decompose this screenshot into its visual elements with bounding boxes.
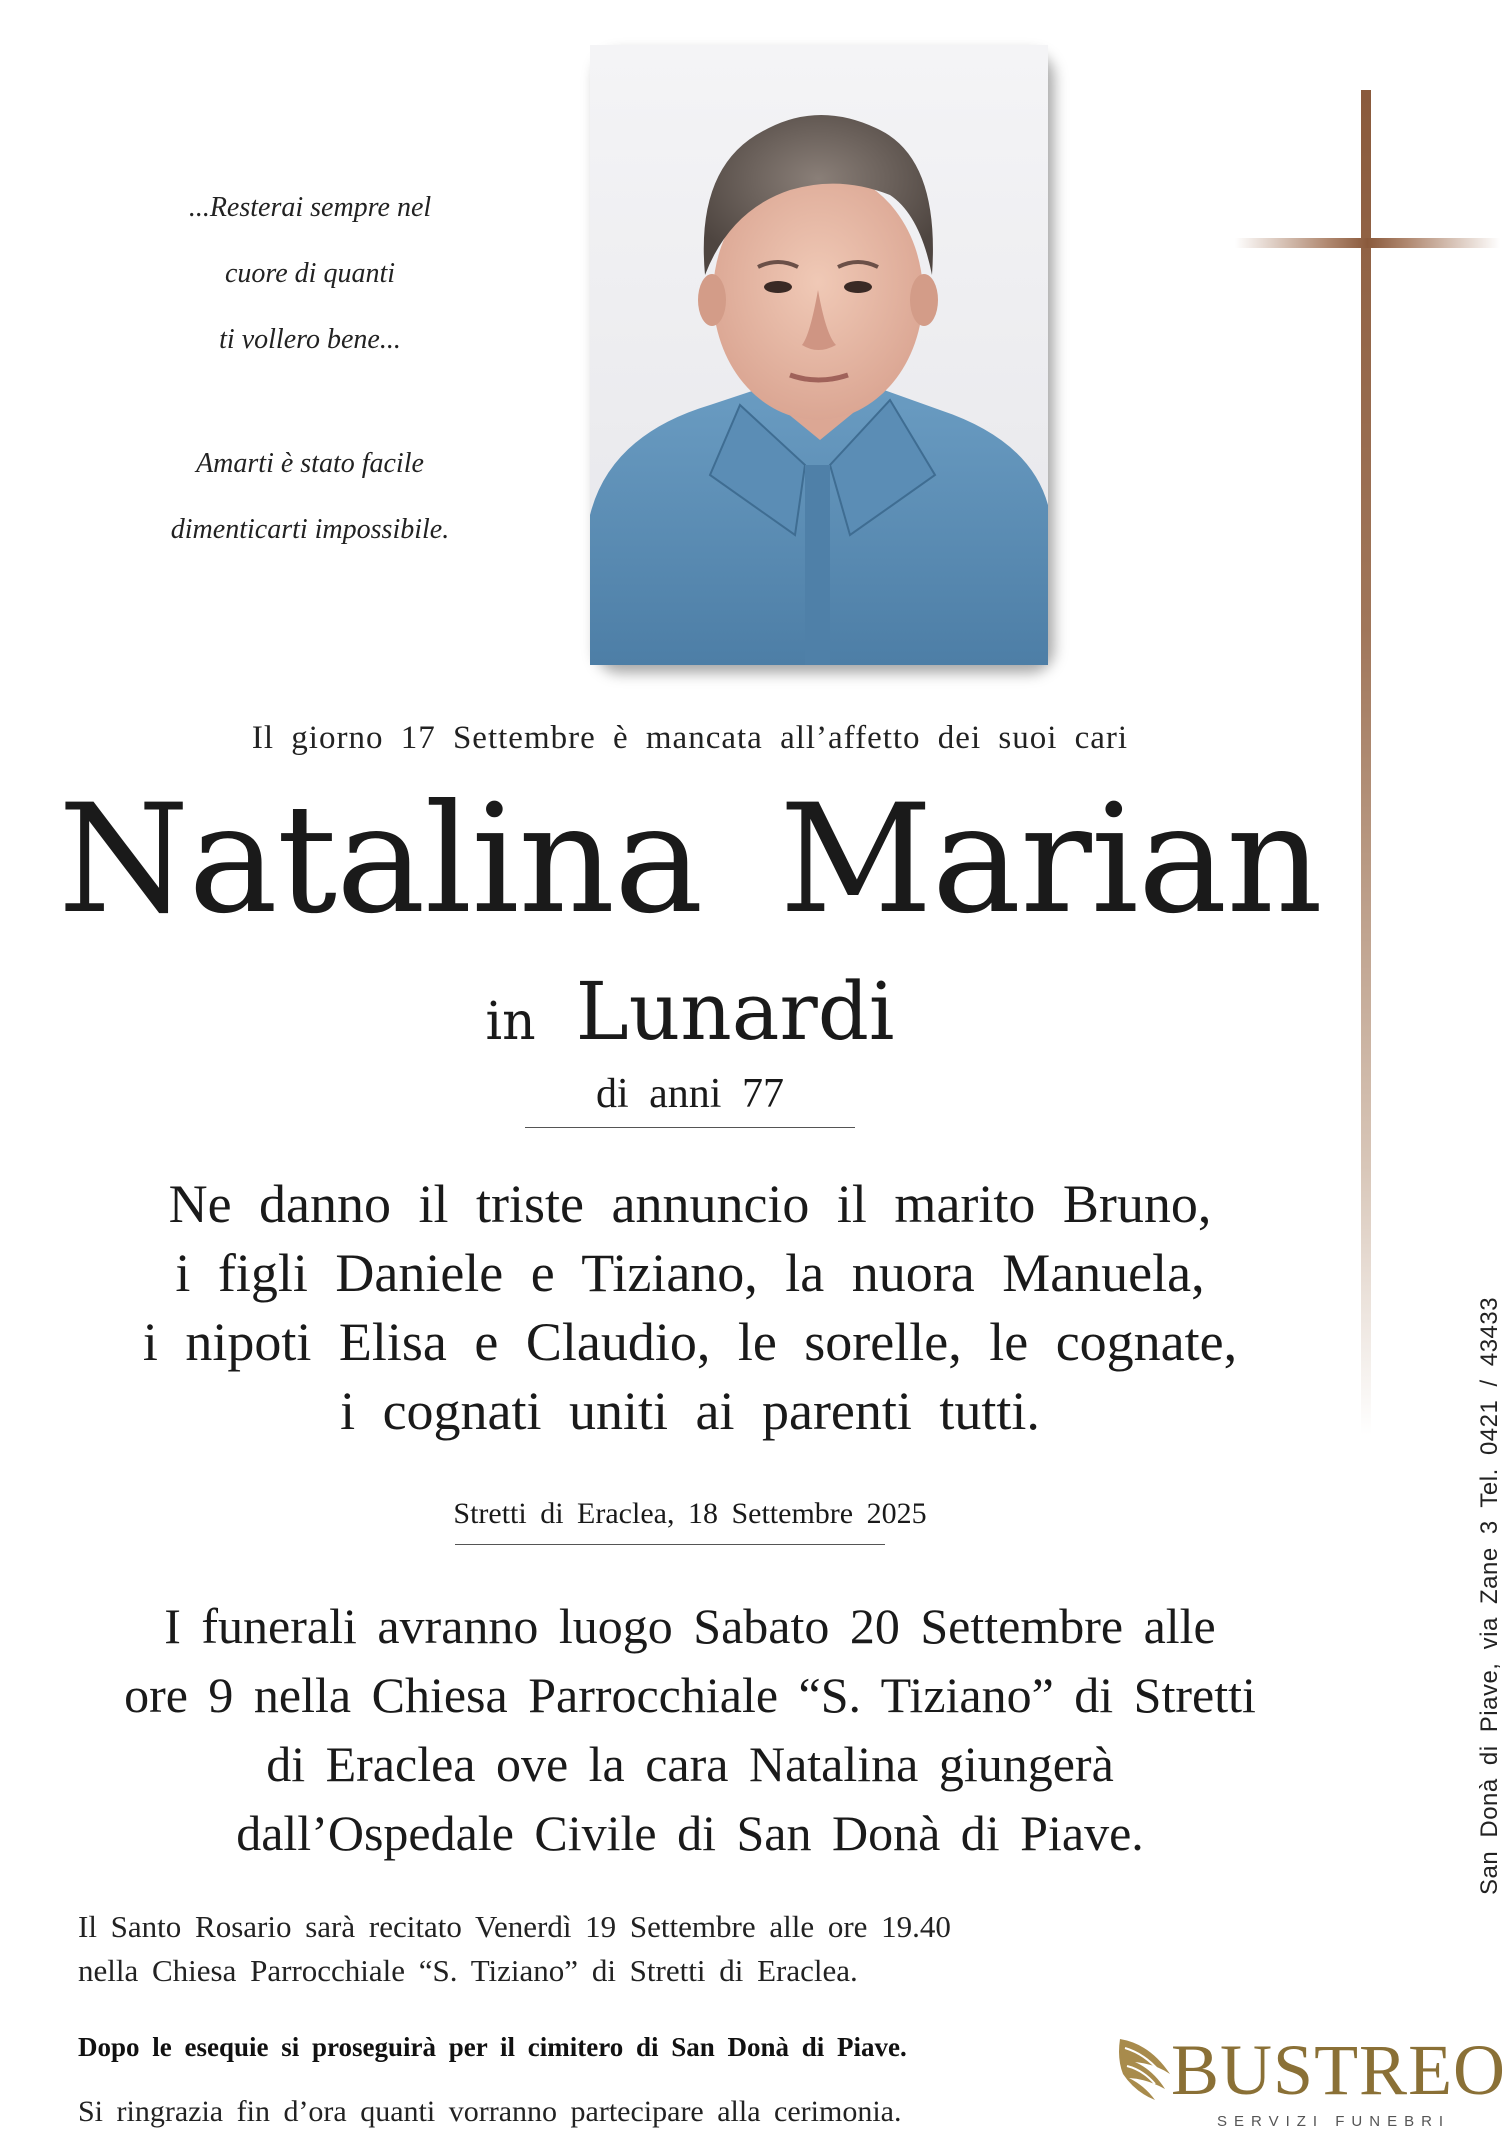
announcement xyxy=(40,1170,1340,1446)
poem-line: ...Resterai sempre nel xyxy=(188,192,432,223)
funeral-line: di Eraclea ove la cara Natalina giungerà xyxy=(266,1736,1114,1792)
memorial-poem xyxy=(110,175,510,563)
intro-line: Il giorno 17 Settembre è mancata all’affetto dei suoi cari xyxy=(251,720,1129,756)
after-services: Dopo le esequie si proseguirà per il cimitero di San Donà di Piave. xyxy=(78,2032,907,2062)
poem-line: dimenticarti impossibile. xyxy=(170,514,450,545)
portrait-photo xyxy=(590,45,1048,665)
company-logo xyxy=(1115,2030,1506,2137)
poem-line: ti vollero bene... xyxy=(219,324,401,355)
announcement-line: i figli Daniele e Tiziano, la nuora Manuela, xyxy=(175,1243,1205,1303)
divider xyxy=(525,1127,855,1128)
cross-icon xyxy=(1361,90,1371,1435)
deceased-name: Natalina Marian xyxy=(58,773,1322,947)
logo-subtitle: SERVIZI FUNEBRI xyxy=(1217,2113,1451,2130)
funeral-line: I funerali avranno luogo Sabato 20 Settembre alle xyxy=(164,1598,1216,1654)
poem-gap xyxy=(110,373,510,431)
married-prefix: in xyxy=(485,992,536,1052)
funeral-info xyxy=(40,1592,1340,1868)
cross-bar xyxy=(1235,238,1500,248)
age-line: di anni 77 xyxy=(596,1071,784,1117)
rosary-line: nella Chiesa Parrocchiale “S. Tiziano” di Stretti di Eraclea. xyxy=(78,1953,858,1988)
funeral-line: ore 9 nella Chiesa Parrocchiale “S. Tiziano” di Stretti xyxy=(124,1667,1256,1723)
announcement-line: Ne danno il triste annuncio il marito Bruno, xyxy=(168,1174,1212,1234)
poem-line: Amarti è stato facile xyxy=(196,448,424,479)
divider xyxy=(455,1544,885,1545)
announcement-line: i nipoti Elisa e Claudio, le sorelle, le cognate, xyxy=(142,1312,1238,1372)
rosary-line: Il Santo Rosario sarà recitato Venerdì 19 Settembre alle ore 19.40 xyxy=(78,1909,951,1944)
married-surname: Lunardi xyxy=(575,965,895,1058)
married-name xyxy=(0,965,1380,1058)
logo-name: BUSTREO xyxy=(1171,2030,1506,2110)
funeral-line: dall’Ospedale Civile di San Donà di Piave. xyxy=(236,1805,1144,1861)
portrait-illustration xyxy=(590,45,1048,665)
wing-icon xyxy=(1115,2034,1175,2104)
poem-line: cuore di quanti xyxy=(224,258,396,289)
place-date: Stretti di Eraclea, 18 Settembre 2025 xyxy=(453,1497,927,1530)
rosary-info xyxy=(78,1905,1178,1993)
announcement-line: i cognati uniti ai parenti tutti. xyxy=(340,1381,1040,1441)
side-contact: San Donà di Piave, via Zane 3 Tel. 0421 / 43433 xyxy=(1476,1296,1503,1895)
thanks-line: Si ringrazia fin d’ora quanti vorranno partecipare alla cerimonia. xyxy=(78,2095,902,2128)
